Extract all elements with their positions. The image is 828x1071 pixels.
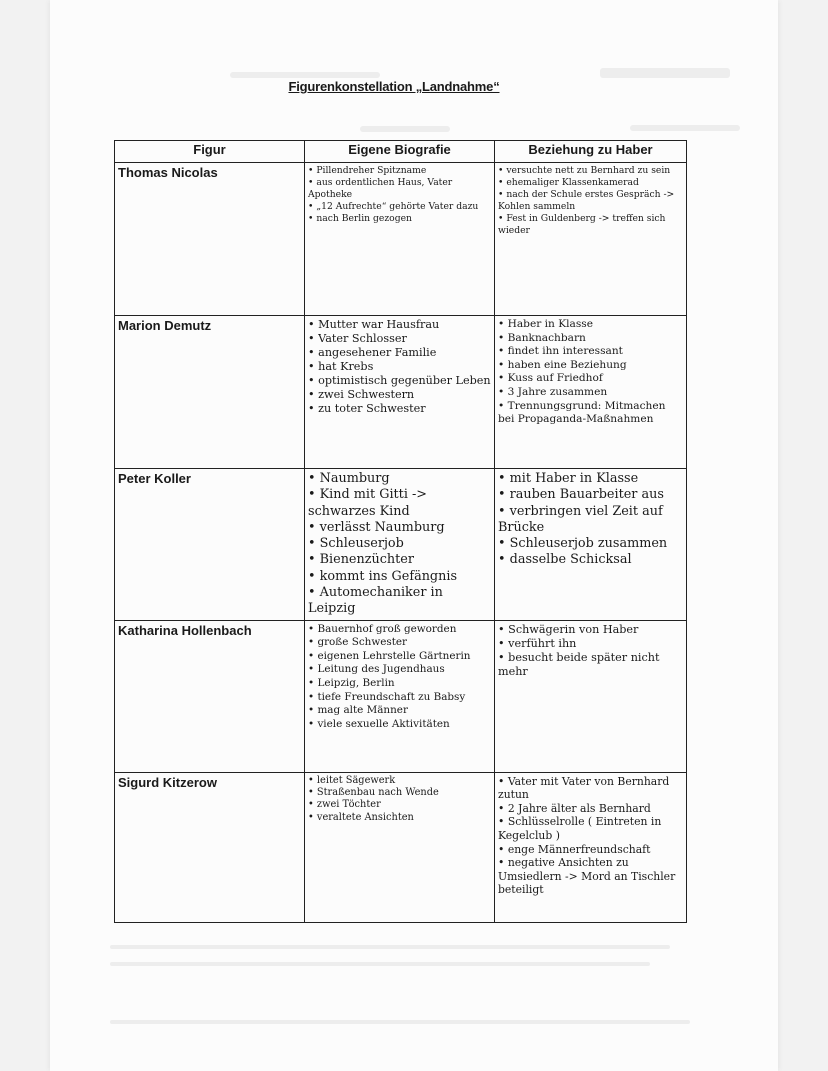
table-row — [115, 316, 687, 469]
list-item: • findet ihn interessant — [498, 345, 683, 359]
list-item: • Leitung des Jugendhaus — [308, 663, 491, 677]
list-item: • 3 Jahre zusammen — [498, 386, 683, 400]
list-item: • optimistisch gegenüber Leben — [308, 374, 491, 388]
beziehung-cell — [495, 469, 687, 621]
header-beziehung: Beziehung zu Haber — [495, 141, 687, 163]
table-row — [115, 772, 687, 922]
show-through-mark — [110, 945, 670, 949]
list-item: • Vater Schlosser — [308, 332, 491, 346]
list-item: • nach Berlin gezogen — [308, 213, 491, 225]
list-item: • enge Männerfreundschaft — [498, 843, 683, 857]
list-item: • haben eine Beziehung — [498, 359, 683, 373]
list-item: • eigenen Lehrstelle Gärtnerin — [308, 650, 491, 664]
list-item: • tiefe Freundschaft zu Babsy — [308, 691, 491, 705]
figure-table — [114, 140, 687, 923]
list-item: • Trennungsgrund: Mitmachen bei Propaganda-Maßnahmen — [498, 400, 683, 427]
list-item: • Bauernhof groß geworden — [308, 623, 491, 637]
list-item: • Automechaniker in Leipzig — [308, 585, 491, 618]
table-row — [115, 620, 687, 772]
beziehung-cell — [495, 772, 687, 922]
list-item: • leitet Sägewerk — [308, 775, 491, 787]
list-item: • ehemaliger Klassenkamerad — [498, 177, 683, 189]
table-row — [115, 469, 687, 621]
show-through-mark — [360, 126, 450, 132]
list-item: • zwei Töchter — [308, 799, 491, 811]
show-through-mark — [630, 125, 740, 131]
biografie-cell — [305, 163, 495, 316]
figure-name: Thomas Nicolas — [115, 163, 305, 316]
biografie-cell — [305, 316, 495, 469]
list-item: • Leipzig, Berlin — [308, 677, 491, 691]
show-through-mark — [600, 68, 730, 78]
list-item: • rauben Bauarbeiter aus — [498, 487, 683, 503]
list-item: • verführt ihn — [498, 637, 683, 651]
list-item: • Fest in Guldenberg -> treffen sich wieder — [498, 213, 683, 237]
biografie-cell — [305, 620, 495, 772]
figure-name: Sigurd Kitzerow — [115, 772, 305, 922]
show-through-mark — [110, 1020, 690, 1024]
list-item: • Schlüsselrolle ( Eintreten in Kegelclub ) — [498, 815, 683, 842]
list-item: • viele sexuelle Aktivitäten — [308, 718, 491, 732]
figure-name: Katharina Hollenbach — [115, 620, 305, 772]
header-biografie: Eigene Biografie — [305, 141, 495, 163]
beziehung-cell — [495, 316, 687, 469]
list-item: • Vater mit Vater von Bernhard zutun — [498, 775, 683, 802]
biografie-cell — [305, 469, 495, 621]
show-through-mark — [230, 72, 380, 78]
table-row — [115, 163, 687, 316]
list-item: • Straßenbau nach Wende — [308, 787, 491, 799]
list-item: • große Schwester — [308, 636, 491, 650]
list-item: • aus ordentlichen Haus, Vater Apotheke — [308, 177, 491, 201]
figure-name: Marion Demutz — [115, 316, 305, 469]
list-item: • Bienenzüchter — [308, 552, 491, 568]
biografie-cell — [305, 772, 495, 922]
list-item: • nach der Schule erstes Gespräch -> Kohlen sammeln — [498, 189, 683, 213]
list-item: • 2 Jahre älter als Bernhard — [498, 802, 683, 816]
list-item: • hat Krebs — [308, 360, 491, 374]
list-item: • Naumburg — [308, 471, 491, 487]
list-item: • Kuss auf Friedhof — [498, 372, 683, 386]
list-item: • mit Haber in Klasse — [498, 471, 683, 487]
list-item: • veraltete Ansichten — [308, 812, 491, 824]
beziehung-cell — [495, 620, 687, 772]
list-item: • Schwägerin von Haber — [498, 623, 683, 637]
list-item: • verbringen viel Zeit auf Brücke — [498, 504, 683, 537]
list-item: • kommt ins Gefängnis — [308, 569, 491, 585]
list-item: • Haber in Klasse — [498, 318, 683, 332]
list-item: • „12 Aufrechte“ gehörte Vater dazu — [308, 201, 491, 213]
header-figur: Figur — [115, 141, 305, 163]
beziehung-cell — [495, 163, 687, 316]
list-item: • dasselbe Schicksal — [498, 552, 683, 568]
list-item: • mag alte Männer — [308, 704, 491, 718]
list-item: • zu toter Schwester — [308, 402, 491, 416]
list-item: • zwei Schwestern — [308, 388, 491, 402]
figure-name: Peter Koller — [115, 469, 305, 621]
list-item: • Schleuserjob — [308, 536, 491, 552]
list-item: • Banknachbarn — [498, 332, 683, 346]
list-item: • verlässt Naumburg — [308, 520, 491, 536]
list-item: • angesehener Familie — [308, 346, 491, 360]
table-header-row — [115, 141, 687, 163]
list-item: • Pillendreher Spitzname — [308, 165, 491, 177]
document-title: Figurenkonstellation „Landnahme“ — [288, 79, 500, 94]
list-item: • besucht beide später nicht mehr — [498, 651, 683, 679]
list-item: • Mutter war Hausfrau — [308, 318, 491, 332]
show-through-mark — [110, 962, 650, 966]
list-item: • versuchte nett zu Bernhard zu sein — [498, 165, 683, 177]
list-item: • Schleuserjob zusammen — [498, 536, 683, 552]
list-item: • Kind mit Gitti -> schwarzes Kind — [308, 487, 491, 520]
list-item: • negative Ansichten zu Umsiedlern -> Mord an Tischler beteiligt — [498, 856, 683, 897]
